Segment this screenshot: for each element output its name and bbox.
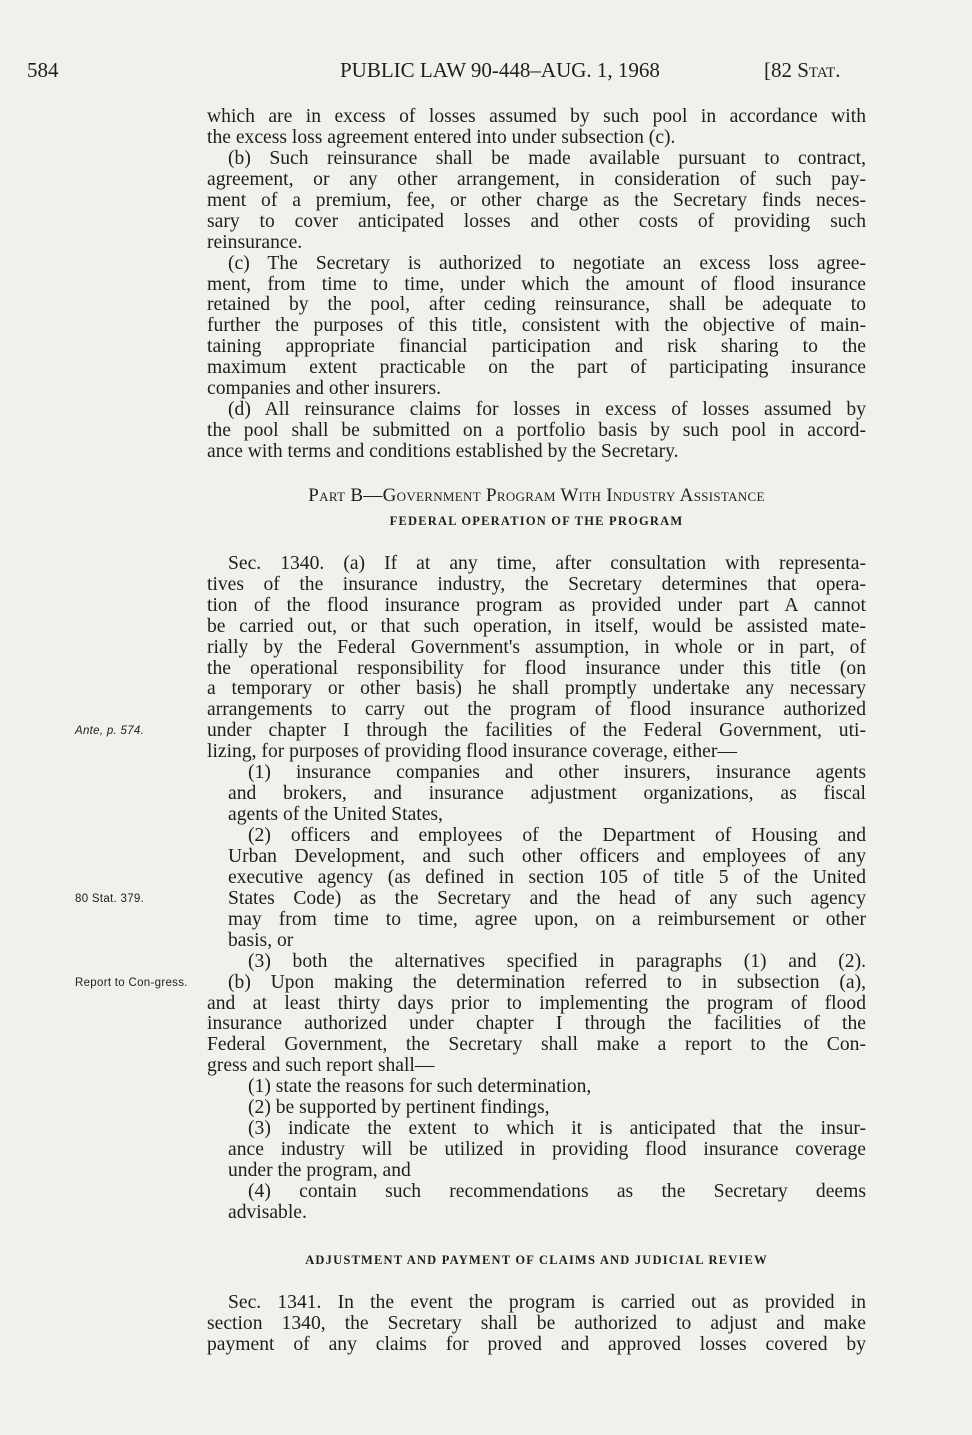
text-line [207, 1035, 866, 1056]
line-text: a temporary or other basis) he shall promptly undertake any necessary [207, 678, 866, 700]
line-text: section 1340, the Secretary shall be authorized to adjust and make [207, 1312, 866, 1334]
text-line [207, 316, 866, 337]
margin-note: Ante, p. 574. [75, 725, 145, 738]
text-line [207, 784, 866, 805]
line-text: taining appropriate financial participation and risk sharing to the [207, 336, 866, 358]
text-line [207, 358, 866, 379]
line-text: (b) Such reinsurance shall be made available pursuant to contract, [228, 147, 866, 169]
line-text: executive agency (as defined in section 105 of title 5 of the United [228, 866, 866, 888]
line-text: and at least thirty days prior to implementing the program of flood [207, 992, 866, 1014]
text-line [207, 826, 866, 847]
text-line [207, 421, 866, 442]
line-text: payment of any claims for proved and approved losses covered by [207, 1333, 866, 1355]
text-line [207, 1056, 866, 1077]
line-text: (3) both the alternatives specified in paragraphs (1) and (2). [248, 950, 866, 972]
section-heading: ADJUSTMENT AND PAYMENT OF CLAIMS AND JUDICIAL REVIEW [305, 1252, 768, 1267]
document-body [75, 106, 866, 1356]
line-text: further the purposes of this title, consistent with the objective of main- [207, 315, 866, 337]
line-text: the operational responsibility for flood insurance under this title (on [207, 657, 866, 679]
text-line [207, 254, 866, 275]
text-line [207, 617, 866, 638]
text-line [207, 1182, 866, 1203]
line-text: reinsurance. [207, 231, 303, 253]
line-text: (d) All reinsurance claims for losses in excess of losses assumed by [228, 399, 866, 421]
line-text: rially by the Federal Government's assumption, in whole or in part, of [207, 636, 866, 658]
line-text: advisable. [228, 1201, 307, 1223]
line-text: Sec. 1341. In the event the program is carried out as provided in [228, 1291, 866, 1313]
text-line [207, 575, 866, 596]
line-text: insurance authorized under chapter I through the facilities of the [207, 1013, 866, 1035]
text-line [75, 720, 866, 742]
text-line [207, 679, 866, 700]
text-line [207, 128, 866, 149]
margin-note: Report to Con-gress. [75, 976, 188, 989]
line-text: (b) Upon making the determination referred to in subsection (a), [228, 971, 866, 993]
text-line [207, 952, 866, 973]
text-line [207, 1014, 866, 1035]
line-text: Urban Development, and such other officers and employees of any [228, 845, 866, 867]
text-line [207, 1098, 866, 1119]
line-text: ment, from time to time, under which the amount of flood insurance [207, 273, 866, 295]
text-line [75, 971, 866, 994]
line-text: (4) contain such recommendations as the Secretary deems [248, 1180, 866, 1202]
line-text: (1) state the reasons for such determination, [248, 1076, 592, 1098]
text-line [207, 1119, 866, 1140]
line-text: (2) officers and employees of the Department of Housing and [248, 825, 866, 847]
line-text: ance with terms and conditions established by the Secretary. [207, 441, 679, 462]
line-text: basis, or [228, 929, 294, 951]
page-number: 584 [27, 58, 59, 82]
part-heading: Part B—Government Program With Industry Assistance [308, 484, 765, 506]
line-text: lizing, for purposes of providing flood insurance coverage, either— [207, 741, 737, 763]
text-line [207, 1314, 866, 1335]
line-text: States Code) as the Secretary and the head of any such agency [228, 887, 866, 909]
margin-note: 80 Stat. 379. [75, 892, 145, 905]
text-line [207, 442, 866, 463]
line-text: tives of the insurance industry, the Secretary determines that opera- [207, 573, 866, 595]
line-text: ance industry will be utilized in providing flood insurance coverage [228, 1139, 866, 1161]
text-line [207, 149, 866, 170]
text-line [207, 400, 866, 421]
line-text: may from time to time, agree upon, on a reimbursement or other [228, 908, 866, 930]
line-text: Sec. 1340. (a) If at any time, after consultation with representa- [228, 552, 866, 574]
text-line [207, 1293, 866, 1314]
line-text: tion of the flood insurance program as provided under part A cannot [207, 594, 866, 616]
text-line [207, 994, 866, 1015]
text-line [207, 1077, 866, 1098]
text-line [207, 554, 866, 575]
text-line [207, 233, 866, 254]
text-line [75, 887, 866, 910]
running-header-title: PUBLIC LAW 90-448–AUG. 1, 1968 [340, 58, 660, 82]
text-line [207, 763, 866, 784]
text-line [207, 275, 866, 296]
line-text: retained by the pool, after ceding reinsurance, shall be adequate to [207, 294, 866, 316]
line-text: which are in excess of losses assumed by such pool in accordance with [207, 106, 866, 127]
text-line [207, 742, 866, 763]
text-line [207, 170, 866, 191]
line-text: (2) be supported by pertinent findings, [248, 1097, 550, 1119]
text-line [207, 931, 866, 952]
text-line [207, 700, 866, 721]
line-text: under chapter I through the facilities of the Federal Government, uti- [207, 720, 866, 742]
section-heading: FEDERAL OPERATION OF THE PROGRAM [389, 513, 684, 528]
text-line [207, 212, 866, 233]
text-line [207, 191, 866, 212]
line-text: (1) insurance companies and other insurers, insurance agents [248, 762, 866, 784]
line-text: under the program, and [228, 1160, 411, 1182]
text-line [207, 107, 866, 128]
line-text: arrangements to carry out the program of flood insurance authorized [207, 699, 866, 721]
text-line [207, 847, 866, 868]
line-text: agreement, or any other arrangement, in consideration of such pay- [207, 168, 866, 190]
text-line [207, 1140, 866, 1161]
text-line [207, 596, 866, 617]
line-text: maximum extent practicable on the part of participating insurance [207, 357, 866, 379]
text-line [207, 379, 866, 400]
line-text: Federal Government, the Secretary shall make a report to the Con- [207, 1034, 866, 1056]
statute-reference: [82 Stat. [764, 58, 841, 82]
text-line [207, 868, 866, 889]
line-text: ment of a premium, fee, or other charge as the Secretary finds neces- [207, 189, 866, 211]
text-line [207, 1161, 866, 1182]
line-text: sary to cover anticipated losses and other costs of providing such [207, 210, 866, 232]
text-line [207, 638, 866, 659]
text-line [207, 805, 866, 826]
line-text: the pool shall be submitted on a portfolio basis by such pool in accord- [207, 420, 866, 442]
line-text: and brokers, and insurance adjustment organizations, as fiscal [228, 783, 866, 805]
text-line [207, 910, 866, 931]
line-text: (c) The Secretary is authorized to negotiate an excess loss agree- [228, 252, 866, 274]
text-line [207, 659, 866, 680]
line-text: gress and such report shall— [207, 1055, 435, 1077]
text-line [207, 1203, 866, 1224]
line-text: (3) indicate the extent to which it is anticipated that the insur- [248, 1118, 866, 1140]
line-text: be carried out, or that such operation, in itself, would be assisted mate- [207, 615, 866, 637]
text-line [207, 1335, 866, 1356]
line-text: agents of the United States, [228, 804, 443, 826]
line-text: the excess loss agreement entered into under subsection (c). [207, 126, 676, 148]
text-line [207, 337, 866, 358]
text-line [207, 295, 866, 316]
line-text: companies and other insurers. [207, 378, 441, 400]
